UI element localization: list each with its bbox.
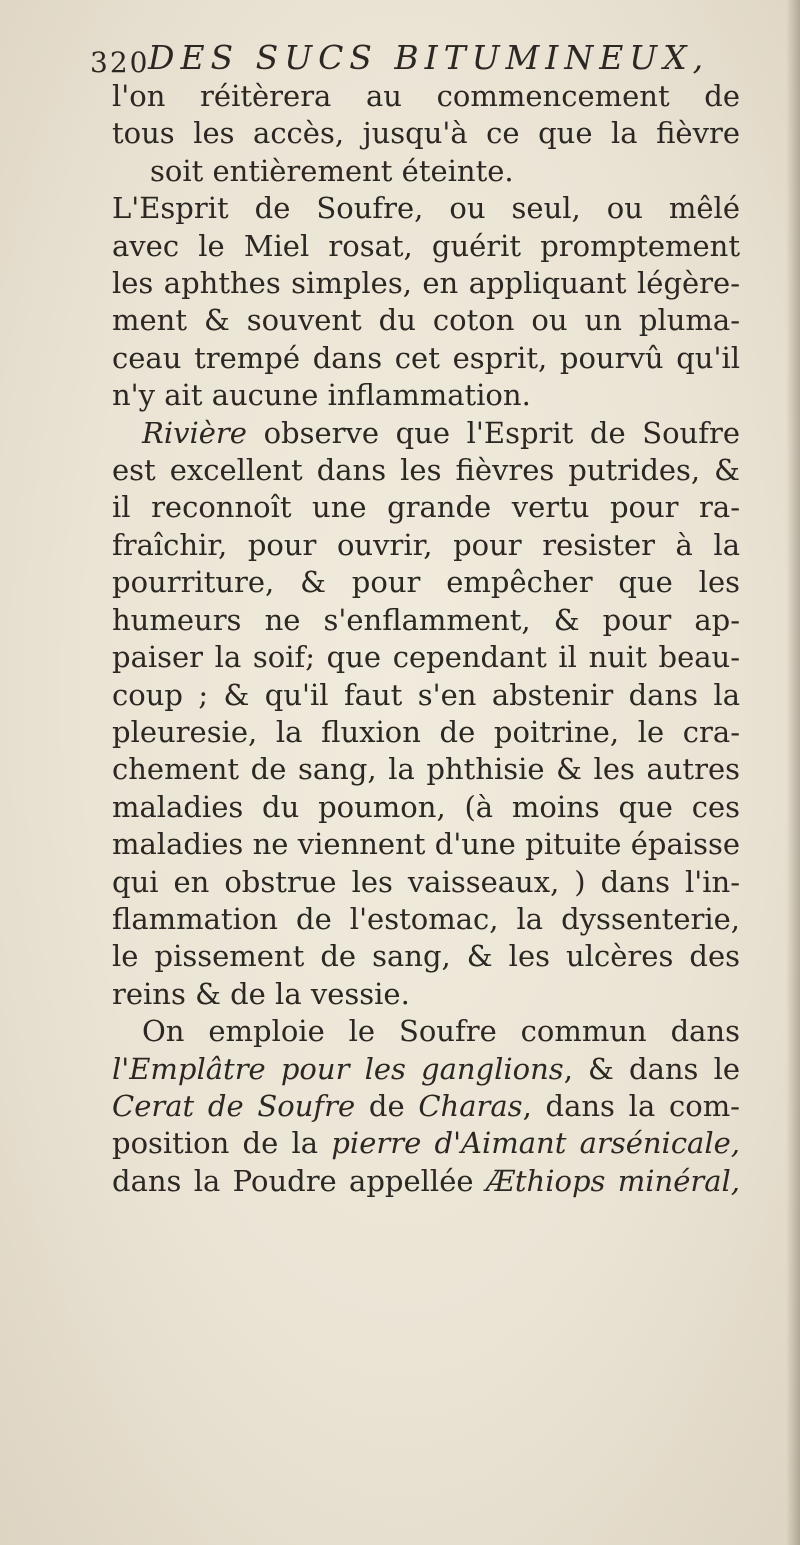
text-line: tous les accès, jusqu'à ce que la fièvre [112,116,740,151]
text-line: pourriture, & pour empêcher que les [112,565,740,600]
text-line: maladies du poumon, (à moins que ces [112,789,740,824]
text-line [112,1163,740,1200]
text-line: ceau trempé dans cet esprit, pourvû qu'il [112,340,740,375]
paragraph-3 [112,415,740,1014]
page-number: 320 [90,46,150,79]
italic-title: Æthiops minéral, [485,1163,740,1198]
text-fragment: de [355,1088,419,1123]
text-line: coup ; & qu'il faut s'en abstenir dans la [112,677,740,712]
text-line: On emploie le Soufre commun dans [142,1014,740,1049]
paragraph-4 [112,1013,740,1200]
text-line: flammation de l'estomac, la dyssenterie, [112,901,740,936]
text-line: maladies ne viennent d'une pituite épaisse [112,827,740,862]
text-line [112,415,740,452]
text-fragment: dans la Poudre appellée [112,1163,486,1198]
text-line: chement de sang, la phthisie & les autres [112,752,740,787]
italic-title: Cerat de Soufre [112,1088,356,1123]
text-line: L'Esprit de Soufre, ou seul, ou mêlé [112,191,740,226]
author-name-riviere: Rivière [142,415,247,450]
italic-title: Charas [418,1088,523,1123]
text-line: ment & souvent du coton ou un pluma- [112,303,740,338]
text-line: humeurs ne s'enflamment, & pour ap- [112,602,740,637]
text-line: les aphthes simples, en appliquant légère- [112,266,740,301]
text-line: l'on réitèrera au commencement de [112,79,740,113]
text-line: paiser la soif; que cependant il nuit beau- [112,640,740,675]
text-fragment: observe que l'Esprit de Soufre [246,415,740,450]
italic-title: l'Emplâtre pour les ganglions [112,1051,564,1086]
text-line [112,1125,740,1162]
text-line: pleuresie, la fluxion de poitrine, le cra- [112,714,740,749]
text-fragment: , & dans le [563,1051,741,1086]
paragraph-1 [112,78,740,190]
body-text [112,78,740,1200]
text-line: qui en obstrue les vaisseaux, ) dans l'in- [112,864,740,899]
text-line: il reconnoît une grande vertu pour ra- [112,490,740,525]
text-line [112,1051,740,1088]
text-line: soit entièrement éteinte. [150,153,514,188]
text-line: reins & de la vessie. [112,976,410,1011]
italic-title: pierre d'Aimant arsénicale, [331,1126,740,1161]
running-title: DES SUCS BITUMINEUX, [148,38,710,77]
page-edge-shadow [786,0,800,1545]
text-fragment: , dans la com- [522,1088,740,1123]
text-line: n'y ait aucune inflammation. [112,378,531,413]
text-line: avec le Miel rosat, guérit promptement [112,228,740,263]
text-line [112,1088,740,1125]
text-line: le pissement de sang, & les ulcères des [112,939,740,974]
paragraph-2 [112,190,740,414]
text-line: est excellent dans les fièvres putrides, & [112,453,740,488]
text-line: fraîchir, pour ouvrir, pour resister à la [112,527,740,562]
text-fragment: position de la [112,1126,332,1161]
